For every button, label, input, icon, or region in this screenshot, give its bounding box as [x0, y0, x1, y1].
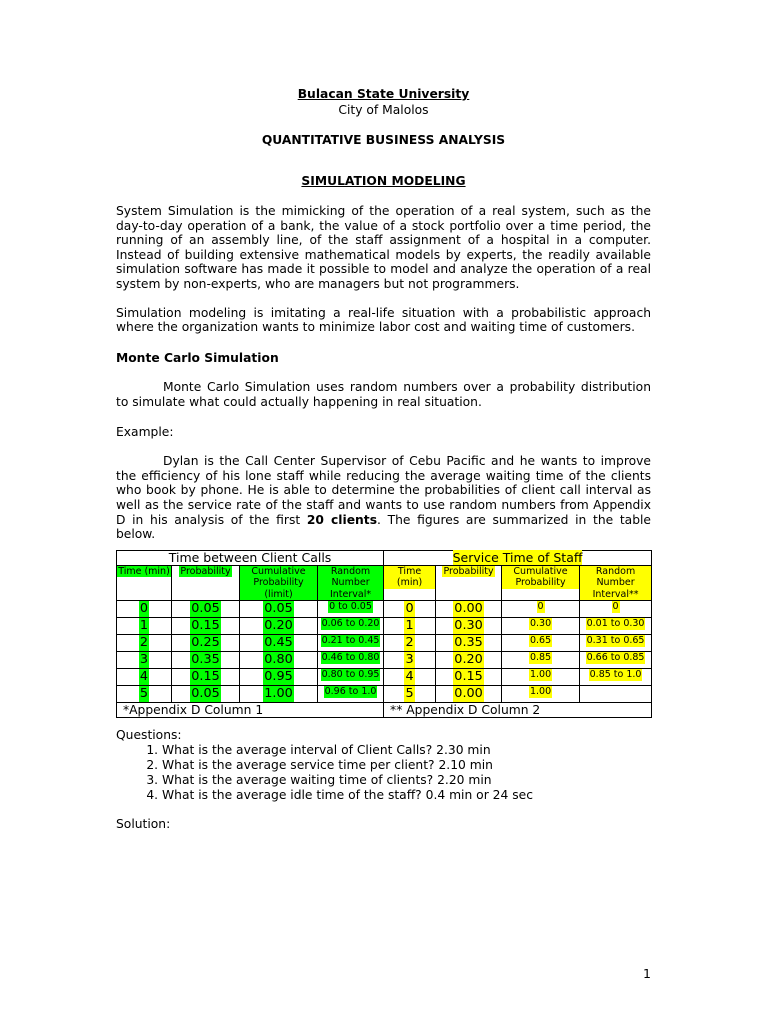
list-item: 3. What is the average waiting time of clients? 2.20 min: [162, 773, 651, 788]
table-cell: 0.05: [172, 686, 240, 703]
questions-list: [116, 743, 651, 803]
table-cell: 0.80: [240, 652, 318, 669]
table-row: [117, 669, 652, 686]
table-row: [117, 652, 652, 669]
table-cell: 1.00: [502, 669, 580, 686]
city-name: City of Malolos: [338, 103, 429, 117]
table-cell: 0.35: [436, 635, 502, 652]
table-cell: 0.05: [240, 601, 318, 618]
table-cell: 0.01 to 0.30: [580, 618, 652, 635]
col-header: Random Number Interval*: [318, 565, 384, 601]
table-cell: 0: [580, 601, 652, 618]
list-item: 1. What is the average interval of Client Calls? 2.30 min: [162, 743, 651, 758]
table-cell: 0.15: [436, 669, 502, 686]
table-cell: 0.95: [240, 669, 318, 686]
col-header: Cumulative Probability: [502, 565, 580, 601]
course-title: QUANTITATIVE BUSINESS ANALYSIS: [261, 133, 506, 147]
table-column-header-row: [117, 565, 652, 601]
table-cell: 0.30: [502, 618, 580, 635]
table-cell: 0.15: [172, 618, 240, 635]
document-header: [116, 86, 651, 189]
table-row: [117, 601, 652, 618]
table-cell: 0: [117, 601, 172, 618]
table-cell: 0.21 to 0.45: [318, 635, 384, 652]
simulation-table: [116, 550, 652, 719]
document-title: SIMULATION MODELING: [301, 174, 466, 188]
example-paragraph: [116, 454, 651, 542]
table-cell: 0.20: [240, 618, 318, 635]
table-cell: 2: [384, 635, 436, 652]
table-cell: 0.15: [172, 669, 240, 686]
table-cell: 0.00: [436, 686, 502, 703]
list-item: 2. What is the average service time per client? 2.10 min: [162, 758, 651, 773]
table-cell: 0.85: [502, 652, 580, 669]
table-footnote-row: [117, 703, 652, 718]
university-name: Bulacan State University: [297, 87, 470, 101]
col-header: Probability: [172, 565, 240, 601]
list-item: 4. What is the average idle time of the staff? 0.4 min or 24 sec: [162, 788, 651, 803]
table-cell: 0.96 to 1.0: [318, 686, 384, 703]
table-cell: 1: [117, 618, 172, 635]
group-header-calls: Time between Client Calls: [117, 550, 384, 565]
table-cell: 0.45: [240, 635, 318, 652]
questions-section: [116, 728, 651, 803]
monte-carlo-paragraph: Monte Carlo Simulation uses random numbers over a probability distribution to simulate what could actually happening in real situation.: [116, 380, 651, 409]
intro-paragraph: System Simulation is the mimicking of the operation of a real system, such as the day-to-day operation of a bank, the value of a stock portfolio over a time period, the running of an assembly line, of the staff assignment of a hospital in a computer. Instead of building extensive mathematical models by experts, the readily available simulation software has made it possible to model and analyze the operation of a real system by non-experts, who are managers but not programmers.: [116, 204, 651, 291]
table-cell: 2: [117, 635, 172, 652]
table-cell: 4: [117, 669, 172, 686]
footnote-left: *Appendix D Column 1: [117, 703, 384, 718]
table-cell: 0.85 to 1.0: [580, 669, 652, 686]
table-cell: 0.35: [172, 652, 240, 669]
table-cell: 3: [384, 652, 436, 669]
footnote-right: ** Appendix D Column 2: [384, 703, 652, 718]
example-text: Dylan is the Call Center Supervisor of Cebu Pacific and he wants to improve the efficiency of his lone staff while reducing the average waiting time of the clients who book by phone. He is able to determine the probabilities of client call interval as well as the service rate of the staff and wants to use random numbers from Appendix D in his analysis of the first: [116, 454, 651, 527]
example-label: Example:: [116, 424, 174, 439]
table-cell: 0.31 to 0.65: [580, 635, 652, 652]
example-text-end: . The figures are summarized in the table below.: [116, 512, 652, 542]
table-cell: 1.00: [240, 686, 318, 703]
table-cell: 0.46 to 0.80: [318, 652, 384, 669]
example-bold-text: 20 clients: [306, 512, 378, 527]
table-cell: 0: [384, 601, 436, 618]
table-cell: 0.06 to 0.20: [318, 618, 384, 635]
table-group-header-row: [117, 550, 652, 565]
col-header: Random Number Interval**: [580, 565, 652, 601]
col-header: Probability: [436, 565, 502, 601]
table-cell: [580, 686, 652, 703]
table-cell: 0.20: [436, 652, 502, 669]
table-cell: 5: [384, 686, 436, 703]
page-number: 1: [643, 966, 651, 981]
col-header: Time (min): [384, 565, 436, 601]
table-row: [117, 686, 652, 703]
table-cell: 0.30: [436, 618, 502, 635]
solution-label: Solution:: [116, 817, 171, 832]
table-cell: 0.80 to 0.95: [318, 669, 384, 686]
table-cell: 0: [502, 601, 580, 618]
table-row: [117, 618, 652, 635]
table-cell: 0.65: [502, 635, 580, 652]
section-heading: Monte Carlo Simulation: [116, 350, 279, 365]
table-row: [117, 635, 652, 652]
group-header-service: Service Time of Staff: [384, 550, 652, 565]
definition-paragraph: Simulation modeling is imitating a real-life situation with a probabilistic approach where the organization wants to minimize labor cost and waiting time of customers.: [116, 305, 651, 335]
table-cell: 0.25: [172, 635, 240, 652]
questions-label: Questions:: [116, 728, 182, 743]
col-header: Time (min): [117, 565, 172, 601]
table-cell: 0.00: [436, 601, 502, 618]
table-cell: 5: [117, 686, 172, 703]
table-cell: 0.66 to 0.85: [580, 652, 652, 669]
table-cell: 0.05: [172, 601, 240, 618]
table-cell: 1.00: [502, 686, 580, 703]
table-cell: 0 to 0.05: [318, 601, 384, 618]
table-cell: 3: [117, 652, 172, 669]
document-page: [116, 86, 651, 832]
table-cell: 1: [384, 618, 436, 635]
col-header: Cumulative Probability (limit): [240, 565, 318, 601]
table-cell: 4: [384, 669, 436, 686]
